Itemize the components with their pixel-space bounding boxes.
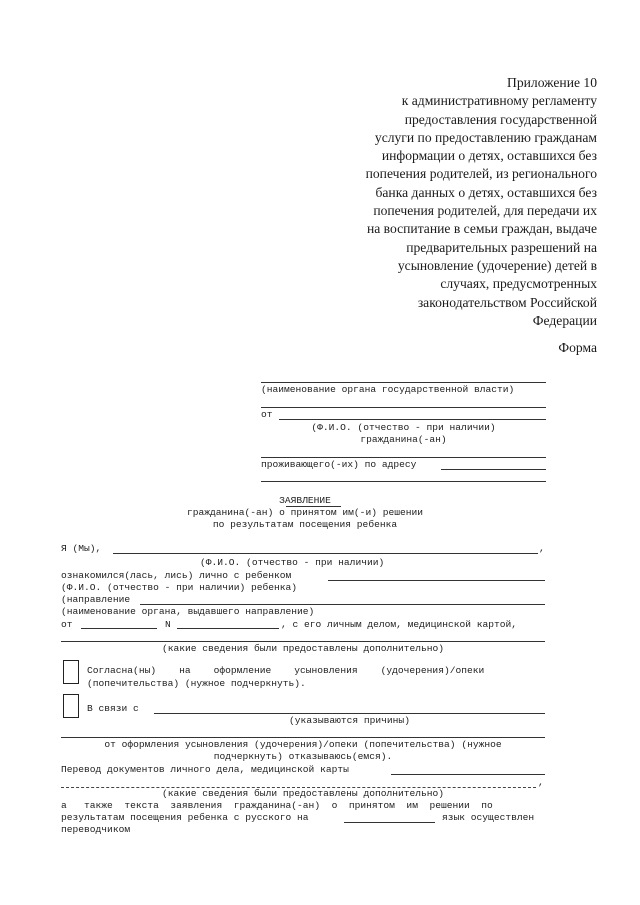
personal-file-text: , с его личным делом, медицинской картой, (281, 619, 518, 630)
language-field[interactable] (344, 822, 435, 823)
refusal-text-1: от оформления усыновления (удочерения)/опеки (попечительства) (нужное (104, 739, 502, 750)
applicant-caption: гражданина(-ан) (360, 434, 447, 445)
statement-title: ЗАЯВЛЕНИЕ (279, 495, 331, 506)
also-text-3: переводчиком (61, 824, 131, 835)
authority-field[interactable] (261, 382, 546, 383)
appendix-line: попечения родителей, для передачи их (373, 203, 597, 219)
applicant-extra-field[interactable] (261, 457, 546, 458)
due-to-label: В связи с (87, 703, 139, 714)
statement-subtitle-1: гражданина(-ан) о принятом им(-и) решении (186, 507, 424, 518)
appendix-line: законодательством Российской (417, 294, 597, 310)
appendix-line: Федерации (532, 312, 597, 328)
applicant-fio-caption: (Ф.И.О. (отчество - при наличии) (311, 422, 496, 433)
appendix-line: услуги по предоставлению гражданам (374, 129, 597, 145)
translation-label: Перевод документов личного дела, медицинской карты (61, 764, 349, 775)
translation-field[interactable] (391, 774, 545, 775)
also-text-2-tail: язык осуществлен (442, 812, 535, 823)
translation-comma: , (538, 777, 544, 788)
appendix-line: информации о детях, оставшихся без (381, 148, 597, 164)
appendix-line: случаях, предусмотренных (440, 276, 597, 292)
referral-number-field[interactable] (177, 628, 279, 629)
referral-label: (направление (61, 594, 131, 605)
appendix-line: Приложение 10 (507, 75, 597, 90)
referral-field[interactable] (140, 604, 545, 605)
appendix-line: предварительных разрешений на (406, 239, 597, 255)
extra-info-caption: (какие сведения были предоставлены дополнительно) (161, 643, 445, 654)
referral-org-caption: (наименование органа, выдавшего направление) (61, 606, 315, 617)
appendix-line: банка данных о детях, оставшихся без (375, 184, 597, 200)
child-name-field[interactable] (328, 580, 545, 581)
child-fio-caption: (Ф.И.О. (отчество - при наличии) ребенка) (61, 582, 298, 593)
authority-caption: (наименование органа государственной власти) (261, 384, 515, 395)
appendix-line: попечения родителей, из регионального (365, 166, 597, 182)
applicant-name-field[interactable] (113, 553, 538, 554)
comma: , (539, 543, 545, 554)
statement-subtitle-2: по результатам посещения ребенка (212, 519, 398, 530)
extra-info-field[interactable] (61, 641, 545, 642)
address-field[interactable] (441, 469, 546, 470)
address-field-2[interactable] (261, 481, 546, 482)
refusal-checkbox[interactable] (63, 694, 79, 718)
reasons-caption: (указываются причины) (289, 715, 410, 726)
form-label: Форма (558, 340, 597, 355)
referral-date-field[interactable] (81, 628, 157, 629)
i-we-label: Я (Мы), (61, 543, 102, 554)
reasons-field[interactable] (154, 713, 545, 714)
reasons-field-2[interactable] (61, 737, 545, 738)
date-from-label: от (61, 619, 73, 630)
appendix-line: предоставления государственной (404, 111, 597, 127)
fio-caption: (Ф.И.О. (отчество - при наличии) (200, 557, 385, 568)
from-label: от (261, 409, 273, 420)
appendix-line: к административному регламенту (401, 93, 597, 109)
extra-info-caption-2: (какие сведения были предоставлены дополнительно) (161, 788, 445, 799)
consent-checkbox[interactable] (63, 660, 79, 684)
applicant-fio-field[interactable] (279, 419, 546, 420)
acquainted-label: ознакомился(лась, лись) лично с ребенком (61, 570, 292, 581)
appendix-header (330, 74, 597, 330)
appendix-line: усыновление (удочерение) детей в (397, 257, 597, 273)
applicant-line-top (261, 407, 546, 408)
consent-text-2: (попечительства) (нужное подчеркнуть). (87, 678, 306, 689)
residing-label: проживающего(-их) по адресу (261, 459, 417, 470)
also-text-2: результатам посещения ребенка с русского на (61, 812, 309, 823)
number-label: N (165, 619, 171, 630)
also-text-1: а также текста заявления гражданина(-ан) о принятом им решении по (61, 800, 493, 811)
refusal-text-2: подчеркнуть) отказываюсь(емся). (213, 751, 393, 762)
appendix-line: на воспитание в семьи граждан, выдаче (366, 221, 597, 237)
consent-text-1: Согласна(ны) на оформление усыновления (удочерения)/опеки (87, 665, 485, 676)
